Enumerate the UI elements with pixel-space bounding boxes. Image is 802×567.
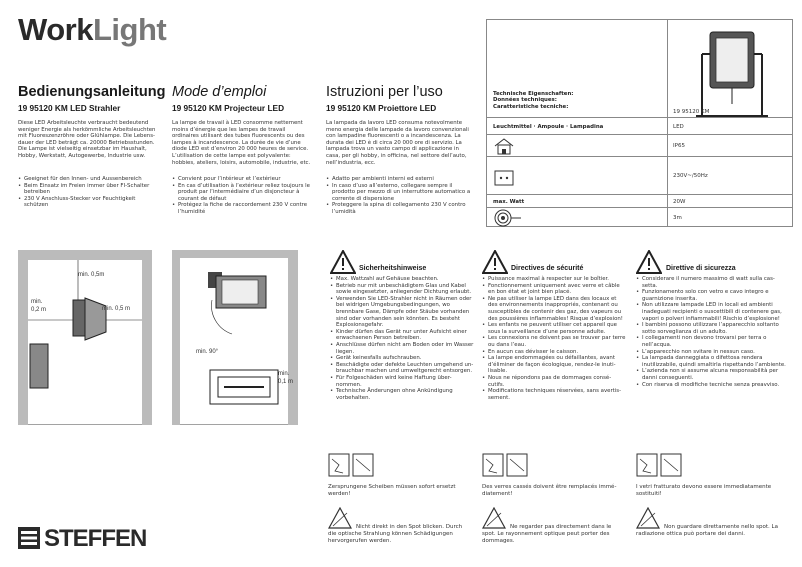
logo-part-work: Work: [18, 12, 93, 47]
safety-fr-title: Directives de sécurité: [511, 265, 584, 272]
glass-note-de: Zersprungene Scheiben müssen sofort ersetzt werden!: [328, 484, 456, 497]
steffen-logo-icon: [18, 527, 40, 549]
logo-part-light: Light: [92, 12, 167, 47]
col-de-title: Bedienungsanleitung: [18, 84, 166, 100]
list-item: • L’apparecchio non svitare in nessun caso.: [636, 349, 786, 356]
eye-note-fr: Ne regarder pas directement dans le spot. Le rayonnement optique peut porter des dommages.: [482, 524, 612, 544]
dim-label-right: min. 0,5 m: [102, 306, 131, 312]
spec-row-watt: [487, 194, 793, 205]
list-item: • Betrieb nur mit unbeschädigtem Glas und Kabel sowie eingesetzter, anliegender Dichtung erlaubt.: [330, 283, 475, 296]
list-item: • Protégez la fiche de raccordement 230 V contre l’humidité: [172, 202, 312, 215]
list-item: • Für Folgeschäden wird keine Haftung über-nommen.: [330, 375, 475, 388]
glass-note-fr: Des verres cassés doivent être remplacés immé-diatement!: [482, 484, 617, 497]
dim-label-angle: min. 90°: [196, 349, 219, 355]
warning-triangle-icon: [482, 250, 508, 274]
col-de-bullets: [18, 176, 158, 209]
broken-glass-icon: [482, 453, 528, 477]
spec-row-ip: [487, 134, 793, 156]
list-item: • Adatto per ambienti interni ed esterni: [326, 176, 471, 183]
list-item: • Funzionamento solo con vetro e cavo integro e guarnizione inserita.: [636, 289, 786, 302]
spec-divider: [667, 20, 668, 226]
spec-header-de: Technische Eigenschaften:: [493, 91, 574, 97]
list-item: • Les enfants ne peuvent utiliser cet appareil que sous la surveillance d’une personne adulte.: [482, 322, 627, 335]
col-it-bullets: [326, 176, 471, 216]
broken-glass-icon: [328, 453, 374, 477]
list-item: • 230 V Anschluss-Stecker vor Feuchtigkeit schützen: [18, 196, 158, 209]
eye-note-it: Non guardare direttamente nello spot. La radiazione ottica può portare dei danni.: [636, 524, 778, 537]
spec-row-voltage: [487, 156, 793, 194]
spec-row-bulb: [487, 117, 793, 130]
col-fr-bullets: [172, 176, 312, 216]
warning-triangle-icon: [636, 250, 662, 274]
worklight-logo: [18, 12, 166, 48]
spec-header-value: 19 95120 KM: [673, 109, 710, 115]
col-it-body: La lampada da lavoro LED consuma notevolmente meno energia delle lampade da lavoro convenzionali con lampadine fluorescenti o a incandescenza. La durata dei LED è di circa 20 000 ore di servizio. La lampada trova un vasto campo di applicazione in casa, per gli hobby, in officina, nel settore dell’auto, nell’industria, ecc.: [326, 120, 469, 166]
list-item: • Technische Änderungen ohne Ankündigung vorbehalten.: [330, 388, 475, 401]
dim-label-side: min. 0,1 m: [278, 371, 294, 385]
dim-label-top: min. 0,5m: [78, 272, 105, 278]
spec-label: max. Watt: [493, 199, 525, 205]
list-item: • L’azienda non si assume alcuna responsabilità per danni conseguenti.: [636, 368, 786, 381]
socket-icon: [493, 169, 517, 187]
col-de-body: Diese LED Arbeitsleuchte verbraucht bedeutend weniger Energie als herkömmliche Arbeitsleuchten mit Fluoreszenzröhre oder Glühlampe. Die Lebens-dauer der LED beträgt ca. 20000 Betriebsstunden. Die Lampe ist vielseitig einsetzbar im Haushalt, Hobby, Werkstatt, Autogewerbe, Industrie usw.: [18, 120, 156, 159]
col-it-subtitle: 19 95120 KM Proiettore LED: [326, 103, 437, 113]
list-item: • I bambini possono utilizzare l’apparecchio soltanto sotto sorveglianza di un adulto.: [636, 322, 786, 335]
col-fr-body: La lampe de travail à LED consomme nettement moins d’énergie que les lampes de travail ordinaires utilisant des tubes fluorescents ou des lampes à incandescence. La durée de vie d’une diode LED est d’environ 20 000 heures de service. L’utilisation de cette lampe est polyvalente: hobbies, ateliers, loisirs, automobile, industrie, etc.: [172, 120, 311, 166]
list-item: • Kinder dürfen das Gerät nur unter Aufsicht einer erwachsenen Person betreiben.: [330, 329, 475, 342]
spec-value: LED: [673, 124, 684, 130]
spec-row-cable: [487, 207, 793, 227]
safety-fr-list: [482, 276, 627, 401]
spec-value: 3m: [673, 215, 682, 221]
spec-value: 20W: [673, 199, 686, 205]
list-item: • Puissance maximal à respecter sur le boîtier.: [482, 276, 627, 283]
safety-de-list: [330, 276, 475, 401]
list-item: • Considerare il numero massimo di watt sulla cas-setta.: [636, 276, 786, 289]
list-item: • En cas d’utilisation à l’extérieur reliez toujours le produit par l’intermédiaire d’un disjoncteur à courant de défaut: [172, 183, 312, 203]
list-item: • Beschädigte oder defekte Leuchten umgehend un-brauchbar machen und umweltgerecht entsorgen.: [330, 362, 475, 375]
spec-table: [486, 19, 793, 227]
house-icon: [493, 137, 515, 155]
eye-note-de: Nicht direkt in den Spot blicken. Durch die optische Strahlung können Schädigungen hervorgerufen werden.: [328, 524, 463, 544]
list-item: • Modifications techniques réservées, sans avertis-sement.: [482, 388, 627, 401]
list-item: • Non utilizzare lampade LED in locali ed ambienti inadeguati recipienti o suscettibili di contenere gas, vapori o polveri infiammabili! Rischio d’esplosione!: [636, 302, 786, 322]
list-item: • Fonctionnement uniquement avec verre et câble en bon état et joint bien placé.: [482, 283, 627, 296]
list-item: • Beim Einsatz im Freien immer über FI-Schalter betreiben: [18, 183, 158, 196]
list-item: • Proteggere la spina di collegamento 230 V contro l’umidità: [326, 202, 471, 215]
list-item: • La lampada danneggiata o difettosa rendera inutilizzabile, quindi smaltirla rispettando l’ambiente.: [636, 355, 786, 368]
broken-glass-icon: [636, 453, 682, 477]
list-item: • Con riserva di modifiche tecniche senza preavviso.: [636, 382, 786, 389]
cable-reel-icon: [491, 209, 523, 227]
list-item: • Geeignet für den Innen- und Aussenbereich: [18, 176, 158, 183]
col-it-title: Istruzioni per l’uso: [326, 84, 443, 100]
spec-header-fr: Données techniques:: [493, 97, 557, 104]
mounting-angle-diagram: [172, 250, 298, 425]
list-item: • Max. Wattzahl auf Gehäuse beachten.: [330, 276, 475, 283]
safety-de-title: Sicherheitshinweise: [359, 265, 427, 272]
safety-it-title: Direttive di sicurezza: [666, 265, 736, 272]
list-item: • En aucun cas dévisser le caisson.: [482, 349, 627, 356]
list-item: • Anschlüsse dürfen nicht am Boden oder im Wasser liegen.: [330, 342, 475, 355]
spec-header-lines: [493, 91, 573, 110]
col-fr-subtitle: 19 95120 KM Projecteur LED: [172, 103, 285, 113]
steffen-brand: STEFFEN: [44, 525, 147, 552]
list-item: • Ne pas utiliser la lampe LED dans des locaux et des environnements inappropriés, contenant ou susceptibles de contenir des gaz, des vapeurs ou des poussières inflammables! Risque d’explosion!: [482, 296, 627, 322]
dim-label-left: min. 0,2 m: [31, 299, 47, 313]
list-item: • Nous ne répondons pas de dommages consé-cutifs.: [482, 375, 627, 388]
warning-triangle-icon: [330, 250, 356, 274]
list-item: • I collegamenti non devono trovarsi per terra o nell’acqua.: [636, 335, 786, 348]
spec-value: 230V~/50Hz: [673, 173, 708, 179]
col-fr-title: Mode d’emploi: [172, 84, 267, 100]
list-item: • In caso d’uso all’esterno, collegare sempre il prodotto per mezzo di un interruttore automatico a corrente di dispersione: [326, 183, 471, 203]
col-de-subtitle: 19 95120 KM LED Strahler: [18, 103, 121, 113]
list-item: • Gerät keinesfalls aufschrauben.: [330, 355, 475, 362]
list-item: • Verwenden Sie LED-Strahler nicht in Räumen oder bei widrigen Umgebungsbedingungen, wo brennbare Gase, Dämpfe oder Stäube vorhanden sind oder vorhanden sein könnten. Es besteht Explosionsgefahr.: [330, 296, 475, 329]
spec-label: Leuchtmittel · Ampoule · Lampadina: [493, 124, 604, 130]
list-item: • La lampe endommagées ou défaillantes, avant d’éliminer de façon écologique, rendez-le inuti-lisable.: [482, 355, 627, 375]
list-item: • Les connexions ne doivent pas se trouver par terre ou dans l’eau.: [482, 335, 627, 348]
glass-note-it: I vetri fratturato devono essere immediatamente sostituiti!: [636, 484, 772, 497]
spec-header-it: Caratteristiche tecniche:: [493, 103, 569, 110]
safety-it-list: [636, 276, 786, 388]
list-item: • Convient pour l’intérieur et l’extérieur: [172, 176, 312, 183]
spec-value: IP65: [673, 143, 685, 149]
